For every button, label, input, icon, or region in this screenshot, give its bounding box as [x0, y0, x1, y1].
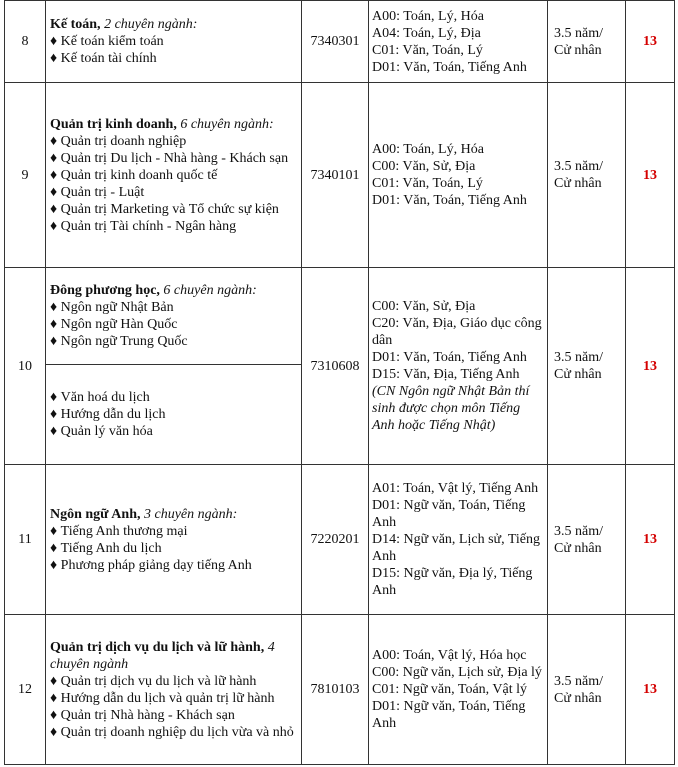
list-item: ♦ Quản trị - Luật: [50, 184, 297, 201]
major-cell: [46, 615, 302, 765]
list-item: ♦ Quản lý văn hóa: [50, 423, 297, 440]
quota: 13: [626, 615, 675, 765]
duration: 3.5 năm/ Cử nhân: [548, 465, 626, 615]
subject-combos: C00: Văn, Sử, Địa C20: Văn, Địa, Giáo dục công dân D01: Văn, Toán, Tiếng Anh D15: Văn, Địa, Tiếng Anh (CN Ngôn ngữ Nhật Bản thí sinh được chọn môn Tiếng Anh hoặc Tiếng Nhật): [369, 268, 548, 465]
major-title: Quản trị dịch vụ du lịch và lữ hành, 4 chuyên ngành: [50, 639, 275, 672]
major-code: 7810103: [302, 615, 369, 765]
list-item: ♦ Quản trị Tài chính - Ngân hàng: [50, 218, 297, 235]
table-row: [5, 615, 675, 765]
majors-table: [4, 0, 675, 765]
duration: 3.5 năm/ Cử nhân: [548, 615, 626, 765]
table-row: [5, 1, 675, 83]
row-number: 8: [5, 1, 46, 83]
list-item: ♦ Tiếng Anh du lịch: [50, 540, 297, 557]
list-item: ♦ Quản trị kinh doanh quốc tế: [50, 167, 297, 184]
subject-combos: A01: Toán, Vật lý, Tiếng Anh D01: Ngữ văn, Toán, Tiếng Anh D14: Ngữ văn, Lịch sử, Tiếng Anh D15: Ngữ văn, Địa lý, Tiếng Anh: [369, 465, 548, 615]
quota: 13: [626, 268, 675, 465]
row-number: 12: [5, 615, 46, 765]
list-item: ♦ Quản trị doanh nghiệp: [50, 133, 297, 150]
duration: 3.5 năm/ Cử nhân: [548, 1, 626, 83]
major-title: Quản trị kinh doanh, 6 chuyên ngành:: [50, 116, 274, 132]
quota: 13: [626, 83, 675, 268]
list-item: ♦ Kế toán tài chính: [50, 50, 297, 67]
major-title: Đông phương học, 6 chuyên ngành:: [50, 283, 257, 298]
major-cell: [46, 365, 302, 465]
table-row: [5, 465, 675, 615]
list-item: ♦ Hướng dẫn du lịch và quản trị lữ hành: [50, 690, 297, 707]
subject-combos: A00: Toán, Lý, Hóa A04: Toán, Lý, Địa C01: Văn, Toán, Lý D01: Văn, Toán, Tiếng Anh: [369, 1, 548, 83]
list-item: ♦ Phương pháp giảng dạy tiếng Anh: [50, 557, 297, 574]
list-item: ♦ Quản trị doanh nghiệp du lịch vừa và nhỏ: [50, 724, 297, 741]
row-number: 11: [5, 465, 46, 615]
list-item: ♦ Quản trị Marketing và Tổ chức sự kiện: [50, 201, 297, 218]
subject-note: (CN Ngôn ngữ Nhật Bản thí sinh được chọn môn Tiếng Anh hoặc Tiếng Nhật): [372, 384, 530, 433]
list-item: ♦ Văn hoá du lịch: [50, 389, 297, 406]
quota: 13: [626, 1, 675, 83]
list-item: ♦ Ngôn ngữ Nhật Bản: [50, 299, 297, 316]
quota: 13: [626, 465, 675, 615]
list-item: ♦ Quản trị Du lịch - Nhà hàng - Khách sạn: [50, 150, 297, 167]
duration: 3.5 năm/ Cử nhân: [548, 268, 626, 465]
row-number: 9: [5, 83, 46, 268]
list-item: ♦ Kế toán kiểm toán: [50, 33, 297, 50]
subject-combos: A00: Toán, Lý, Hóa C00: Văn, Sử, Địa C01: Văn, Toán, Lý D01: Văn, Toán, Tiếng Anh: [369, 83, 548, 268]
row-number: 10: [5, 268, 46, 465]
major-cell: [46, 465, 302, 615]
major-code: 7340101: [302, 83, 369, 268]
list-item: ♦ Quản trị Nhà hàng - Khách sạn: [50, 707, 297, 724]
table-row: [5, 268, 675, 365]
major-code: 7220201: [302, 465, 369, 615]
major-cell: [46, 1, 302, 83]
major-code: 7340301: [302, 1, 369, 83]
major-cell: [46, 268, 302, 365]
major-title: Kế toán, 2 chuyên ngành:: [50, 17, 198, 32]
major-title: Ngôn ngữ Anh, 3 chuyên ngành:: [50, 506, 238, 522]
table-row: [5, 83, 675, 268]
list-item: ♦ Quản trị dịch vụ du lịch và lữ hành: [50, 673, 297, 690]
major-cell: [46, 83, 302, 268]
list-item: ♦ Hướng dẫn du lịch: [50, 406, 297, 423]
list-item: ♦ Tiếng Anh thương mại: [50, 523, 297, 540]
duration: 3.5 năm/ Cử nhân: [548, 83, 626, 268]
subject-combos: A00: Toán, Vật lý, Hóa học C00: Ngữ văn, Lịch sử, Địa lý C01: Ngữ văn, Toán, Vật lý D01: Ngữ văn, Toán, Tiếng Anh: [369, 615, 548, 765]
list-item: ♦ Ngôn ngữ Hàn Quốc: [50, 316, 297, 333]
list-item: ♦ Ngôn ngữ Trung Quốc: [50, 333, 297, 350]
major-code: 7310608: [302, 268, 369, 465]
